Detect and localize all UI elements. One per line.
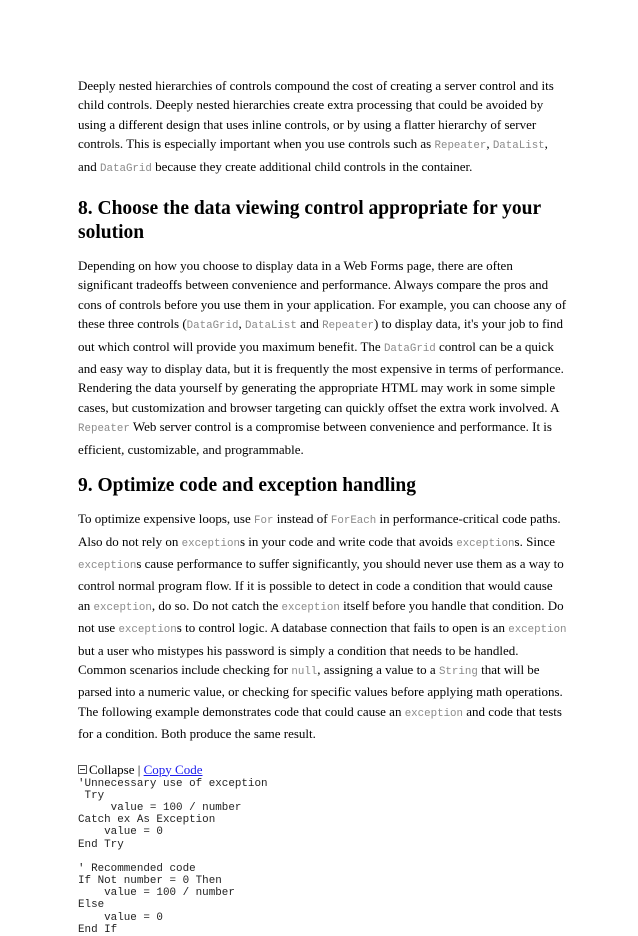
document-page xyxy=(78,76,568,936)
code-block-recommended: ' Recommended code If Not number = 0 Then value = 100 / number Else value = 0 End If xyxy=(78,862,235,936)
text-run: control can be a quick and easy way to display data, but it is frequently the most expensive in terms of performance. Rendering the data yourself by generating the appropriate HTML may work in some simple cases, but customization and browser targeting can quickly offset the extra work involved. A xyxy=(78,338,564,415)
text-run: Deeply nested hierarchies of controls compound the cost of creating a server control and its child controls. Deeply nested hierarchies create extra processing that could be avoided by using a different design that uses inline controls, or by using a flatter hierarchy of server controls. This is especially important when you use controls such as xyxy=(78,78,554,152)
intro-paragraph xyxy=(78,76,568,179)
inline-code: String xyxy=(438,665,478,678)
text-run: Web server control is a compromise between convenience and performance. It is efficient, customizable, and programmable. xyxy=(78,419,552,457)
inline-code: exception xyxy=(93,601,152,614)
text-run: itself before you handle that condition. Do not use xyxy=(78,597,564,636)
inline-code: For xyxy=(254,515,274,528)
inline-code: DataList xyxy=(492,140,545,153)
text-run: in performance-critical code paths. Also do not rely on xyxy=(78,511,561,549)
inline-code: DataGrid xyxy=(186,320,239,333)
section-9-heading: 9. Optimize code and exception handling xyxy=(78,475,417,497)
section-8-heading: 8. Choose the data viewing control appropriate for your solution xyxy=(78,198,541,244)
section-8-paragraph xyxy=(78,256,568,459)
text-run: To optimize expensive loops, use xyxy=(78,511,255,527)
text-run: , do so. Do not catch the xyxy=(151,597,282,613)
text-run: , assigning a value to a xyxy=(317,661,439,677)
collapse-icon[interactable] xyxy=(78,765,87,774)
text-run: instead of xyxy=(273,511,331,527)
text-run: s cause performance to suffer significantly, you should never use them as a way to control normal program flow. If it is possible to detect in code a condition that would cause an xyxy=(78,555,564,613)
text-run: but a user who mistypes his password is simply a condition that needs to be handled. Common scenarios include checking for xyxy=(78,642,519,677)
section-9-paragraph xyxy=(78,509,568,743)
code-gap xyxy=(78,851,568,863)
text-run: that will be parsed into a numeric value, or checking for specific values before applying math operations. The following example demonstrates code that could cause an xyxy=(78,661,563,719)
text-run: and code that tests for a condition. Both produce the same result. xyxy=(78,703,562,742)
copy-code-link[interactable]: Copy Code xyxy=(143,761,203,777)
inline-code: exception xyxy=(181,537,240,550)
inline-code: null xyxy=(291,665,318,678)
inline-code: Repeater xyxy=(78,423,130,436)
inline-code: exception xyxy=(118,624,177,637)
code-block-exception: 'Unnecessary use of exception Try value = 100 / number Catch ex As Exception value = 0 End Try xyxy=(78,777,268,851)
inline-code: Repeater xyxy=(322,320,374,333)
collapse-label[interactable]: Collapse xyxy=(89,761,135,777)
text-run: , xyxy=(486,136,493,152)
toolbar-separator: | xyxy=(134,761,144,777)
inline-code: ForEach xyxy=(330,515,377,528)
inline-code: DataList xyxy=(245,320,297,333)
text-run: ) to display data, it's your job to find out which control will provide you maximum benefit. The xyxy=(78,316,563,354)
text-run: and xyxy=(296,316,323,332)
inline-code: exception xyxy=(456,537,515,550)
inline-code: Repeater xyxy=(434,140,487,153)
inline-code: exception xyxy=(78,559,137,572)
text-run: , xyxy=(238,316,245,332)
text-run: s to control logic. A database connection that fails to open is an xyxy=(176,620,509,636)
text-run: Depending on how you choose to display data in a Web Forms page, there are often significant tradeoffs between convenience and performance. Always compare the pros and cons of controls before you use them in your application. For example, you can choose any of these three controls ( xyxy=(78,258,567,332)
text-run: , and xyxy=(78,136,548,174)
text-run: s. Since xyxy=(514,533,555,549)
inline-code: DataGrid xyxy=(383,342,436,355)
inline-code: exception xyxy=(508,624,567,637)
code-toolbar xyxy=(78,762,568,778)
inline-code: exception xyxy=(404,707,464,720)
text-run: s in your code and write code that avoids xyxy=(239,533,457,549)
inline-code: DataGrid xyxy=(100,162,152,175)
text-run: because they create additional child controls in the container. xyxy=(151,158,473,174)
inline-code: exception xyxy=(281,601,340,614)
